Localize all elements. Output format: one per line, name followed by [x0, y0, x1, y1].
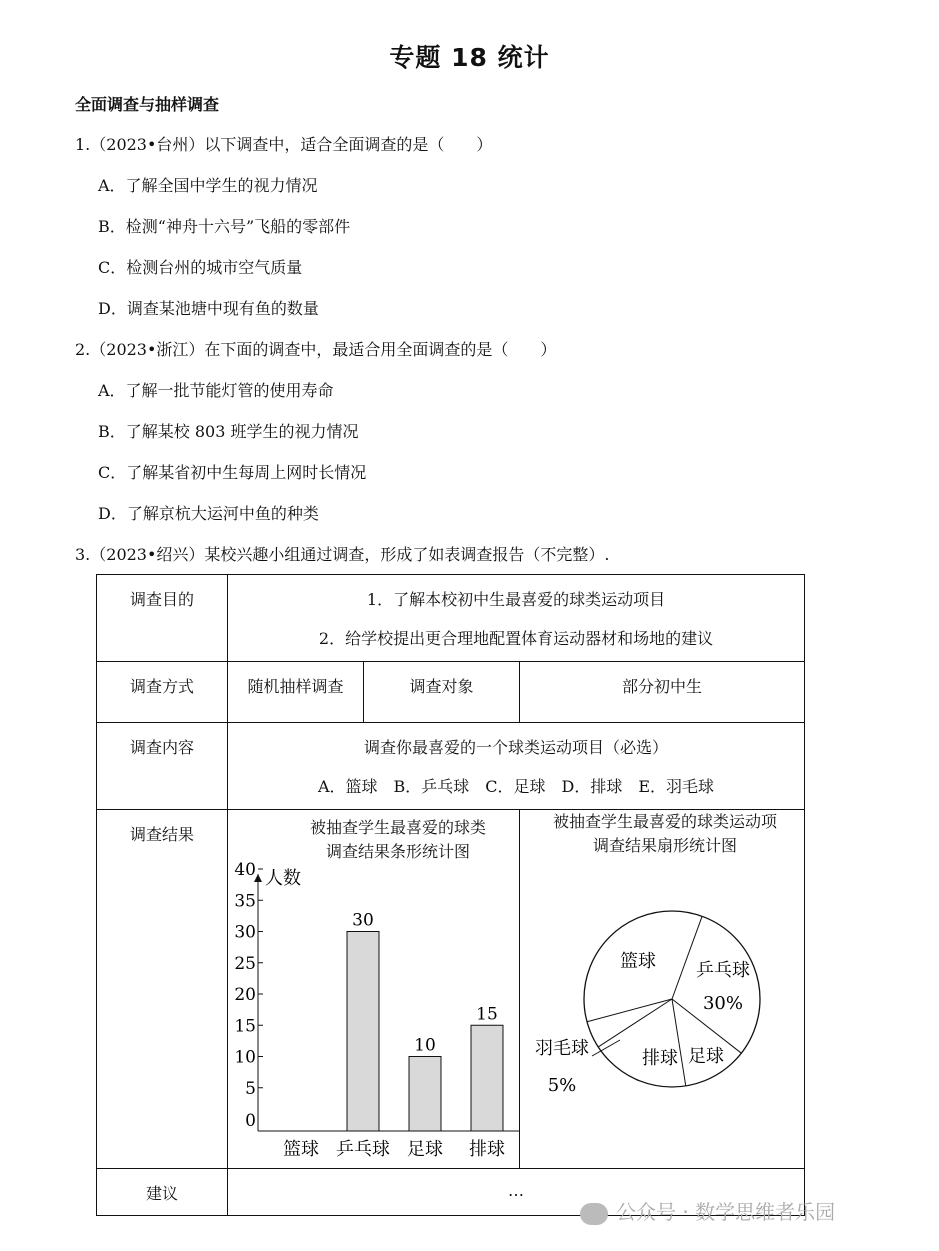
pie-slice-label: 排球: [642, 1048, 678, 1069]
question-3-stem: 3.（2023•绍兴）某校兴趣小组通过调查，形成了如表调查报告（不完整）.: [75, 545, 610, 564]
pie-slice-divider: [672, 999, 686, 1086]
pie-slice-label: 篮球: [620, 951, 656, 972]
question-1-option-d: D．调查某池塘中现有鱼的数量: [98, 299, 319, 318]
wechat-icon: [580, 1203, 608, 1225]
bar-category-label: 排球: [469, 1139, 505, 1160]
row-purpose: [97, 575, 805, 662]
bar-chart-title-line-2: 调查结果条形统计图: [326, 842, 471, 861]
bar-chart: [228, 810, 520, 1168]
pie-slice-percent: 5%: [547, 1075, 577, 1096]
pie-chart-cell: [520, 810, 805, 1169]
result-label: 调查结果: [97, 810, 228, 1169]
bar-y-tick-label: 0: [245, 1111, 256, 1131]
bar-y-tick-label: 15: [234, 1016, 256, 1037]
bar-y-axis-label: 人数: [265, 868, 301, 889]
content-cell: [228, 723, 805, 810]
bar-y-tick-label: 10: [234, 1047, 256, 1068]
question-2-option-c: C．了解某省初中生每周上网时长情况: [98, 463, 367, 482]
method-value: 随机抽样调查: [228, 662, 364, 723]
purpose-line-1: 1．了解本校初中生最喜爱的球类运动项目: [366, 590, 666, 609]
content-line-2: A．篮球 B．乒乓球 C．足球 D．排球 E．羽毛球: [317, 777, 715, 796]
bar-category-label: 乒乓球: [336, 1139, 390, 1160]
object-value: 部分初中生: [520, 662, 805, 723]
content-line-1: 调查你最喜爱的一个球类运动项目（必选）: [364, 738, 669, 757]
purpose-line-2: 2．给学校提出更合理地配置体育运动器材和场地的建议: [318, 629, 714, 648]
content-label: 调查内容: [97, 723, 228, 810]
bar-y-tick-label: 40: [234, 860, 256, 880]
bar-1: [347, 932, 379, 1132]
row-method: [97, 662, 805, 723]
bar-value-label: 10: [414, 1035, 436, 1056]
bar-chart-title-line-1: 被抽查学生最喜爱的球类: [310, 818, 487, 837]
bar-y-tick-label: 20: [234, 985, 256, 1005]
watermark: [580, 1196, 835, 1225]
pie-chart-title-line-1: 被抽查学生最喜爱的球类运动项: [552, 812, 777, 831]
bar-chart-cell: [228, 810, 520, 1169]
pie-slice-divider: [598, 999, 672, 1047]
purpose-label: 调查目的: [97, 575, 228, 662]
purpose-cell: [228, 575, 805, 662]
bar-value-label: 15: [476, 1004, 498, 1025]
pie-slice-label: 乒乓球: [696, 960, 750, 981]
question-2-option-d: D．了解京杭大运河中鱼的种类: [98, 504, 319, 523]
question-2-option-b: B．了解某校 803 班学生的视力情况: [98, 422, 359, 441]
row-result: [97, 810, 805, 1169]
question-1-option-c: C．检测台州的城市空气质量: [98, 258, 303, 277]
question-2-option-a: A．了解一批节能灯管的使用寿命: [98, 381, 334, 400]
bar-3: [471, 1025, 503, 1131]
pie-slice-divider: [672, 916, 702, 999]
bar-2: [409, 1057, 441, 1132]
question-1-option-b: B．检测“神舟十六号”飞船的零部件: [98, 217, 351, 236]
suggestion-value: …: [228, 1169, 805, 1216]
pie-slice-percent: 30%: [702, 993, 744, 1014]
section-heading: 全面调查与抽样调查: [75, 95, 220, 114]
suggestion-label: 建议: [97, 1169, 228, 1216]
bar-y-tick-label: 30: [234, 922, 256, 943]
bar-y-tick-label: 5: [245, 1078, 256, 1099]
pie-slice-divider: [587, 999, 672, 1022]
bar-category-label: 篮球: [283, 1139, 319, 1160]
pie-slice-label: 羽毛球: [535, 1038, 589, 1059]
bar-category-label: 足球: [407, 1139, 443, 1160]
pie-chart-title-line-2: 调查结果扇形统计图: [592, 836, 737, 855]
question-1-stem: 1.（2023•台州）以下调查中，适合全面调查的是（ ）: [75, 135, 493, 154]
watermark-text: 公众号 · 数学思维者乐园: [616, 1200, 836, 1224]
method-label: 调查方式: [97, 662, 228, 723]
bar-y-tick-label: 25: [234, 953, 256, 974]
survey-report-table: [96, 574, 805, 1216]
question-2-stem: 2.（2023•浙江）在下面的调查中，最适合用全面调查的是（ ）: [75, 340, 557, 359]
object-label: 调查对象: [364, 662, 520, 723]
row-content: [97, 723, 805, 810]
page-title: 专题 18 统计: [389, 43, 550, 72]
pie-slice-label: 足球: [688, 1046, 724, 1067]
pie-chart: [520, 810, 805, 1168]
bar-value-label: 30: [352, 910, 374, 931]
bar-y-tick-label: 35: [234, 891, 256, 912]
question-1-option-a: A．了解全国中学生的视力情况: [98, 176, 318, 195]
